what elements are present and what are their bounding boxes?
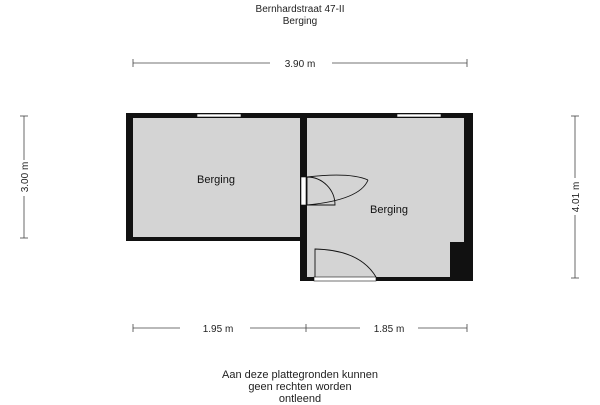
- dimension-top-label: 3.90 m: [284, 59, 316, 70]
- disclaimer-line-2: geen rechten worden: [248, 381, 352, 393]
- dimension-right-label: 4.01 m: [571, 181, 582, 213]
- floorplan-subtitle: Berging: [282, 16, 318, 27]
- room-label-right: Berging: [370, 204, 408, 216]
- dimension-left-label: 3.00 m: [20, 161, 31, 193]
- disclaimer-line-1: Aan deze plattegronden kunnen: [222, 369, 378, 381]
- disclaimer-line-3: ontleend: [278, 393, 322, 405]
- room-label-left: Berging: [197, 174, 235, 186]
- dimension-bottom: [133, 324, 467, 332]
- dimension-bottom-left-label: 1.95 m: [202, 324, 234, 335]
- floor-right-room: [307, 118, 464, 277]
- dimension-bottom-right-label: 1.85 m: [373, 324, 405, 335]
- floorplan-address: Bernhardstraat 47-II: [255, 4, 345, 15]
